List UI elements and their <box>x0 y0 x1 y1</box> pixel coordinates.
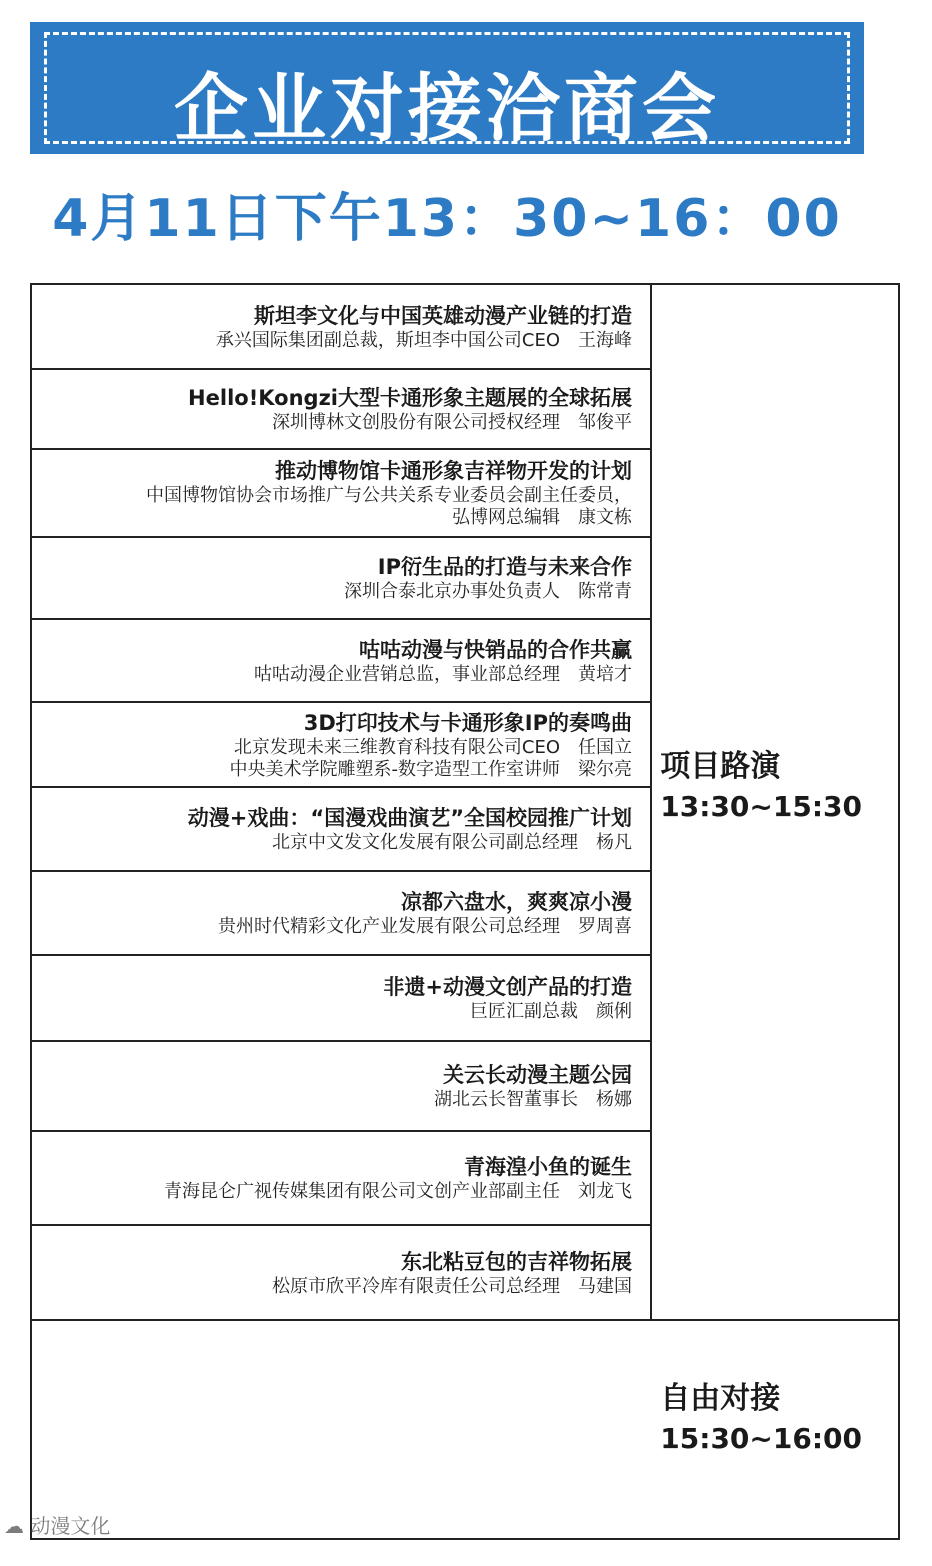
talk-title: 斯坦李文化与中国英雄动漫产业链的打造 <box>254 303 632 328</box>
talk-speaker: 承兴国际集团副总裁，斯坦李中国公司CEO 王海峰 <box>215 329 632 351</box>
talk-row <box>32 450 650 538</box>
talk-title: Hello!Kongzi大型卡通形象主题展的全球拓展 <box>188 386 632 410</box>
talk-title: 非遗+动漫文创产品的打造 <box>383 975 632 999</box>
talk-row <box>32 285 650 370</box>
watermark-logo-icon: ☁ <box>4 1514 24 1538</box>
roadshow-time: 13:30~15:30 <box>660 790 862 823</box>
talk-title: 3D打印技术与卡通形象IP的奏鸣曲 <box>303 710 632 735</box>
talk-row <box>32 1226 650 1319</box>
event-time: 4月11日下午13：30~16：00 <box>52 189 842 249</box>
schedule-table <box>30 283 900 1540</box>
watermark-text: 动漫文化 <box>30 1514 111 1538</box>
talk-row <box>32 703 650 788</box>
talk-row <box>32 872 650 956</box>
talk-speaker: 中国博物馆协会市场推广与公共关系专业委员会副主任委员， 弘博网总编辑 康文栋 <box>146 485 632 528</box>
talk-speaker: 咕咕动漫企业营销总监，事业部总经理 黄培才 <box>254 663 632 685</box>
free-networking-area <box>32 1319 898 1538</box>
talk-row <box>32 956 650 1042</box>
talk-title: 咕咕动漫与快销品的合作共赢 <box>359 637 632 662</box>
talk-speaker: 巨匠汇副总裁 颜俐 <box>470 1001 632 1022</box>
roadshow-session <box>660 747 862 827</box>
talk-title: 推动博物馆卡通形象吉祥物开发的计划 <box>275 459 632 483</box>
title-banner <box>30 22 864 154</box>
talk-row <box>32 538 650 620</box>
talk-title: 动漫+戏曲：“国漫戏曲演艺”全国校园推广计划 <box>187 806 632 830</box>
talk-speaker: 深圳合泰北京办事处负责人 陈常青 <box>344 581 632 602</box>
talk-row <box>32 1132 650 1226</box>
talk-speaker: 松原市欣平冷库有限责任公司总经理 马建国 <box>272 1275 632 1297</box>
talk-title: IP衍生品的打造与未来合作 <box>377 555 632 579</box>
free-session-time: 15:30~16:00 <box>660 1422 862 1455</box>
talk-speaker: 湖北云长智董事长 杨娜 <box>434 1089 632 1110</box>
roadshow-label: 项目路演 <box>660 749 781 784</box>
talk-row <box>32 620 650 703</box>
talk-row <box>32 788 650 872</box>
talk-list <box>32 285 652 1319</box>
free-session <box>660 1379 862 1459</box>
talk-speaker: 贵州时代精彩文化产业发展有限公司总经理 罗周喜 <box>218 916 632 937</box>
talk-speaker: 深圳博林文创股份有限公司授权经理 邹俊平 <box>272 412 632 433</box>
free-session-label: 自由对接 <box>660 1381 781 1416</box>
talk-title: 东北粘豆包的吉祥物拓展 <box>401 1249 632 1274</box>
talk-row <box>32 1042 650 1132</box>
watermark <box>4 1510 110 1539</box>
page-title: 企业对接洽商会 <box>174 66 720 152</box>
talk-speaker: 北京发现未来三维教育科技有限公司CEO 任国立 中央美术学院雕塑系-数字造型工作室讲师 梁尔亮 <box>229 736 632 780</box>
talk-title: 青海湟小鱼的诞生 <box>464 1155 632 1179</box>
talk-title: 凉都六盘水，爽爽凉小漫 <box>401 890 632 914</box>
talk-row <box>32 370 650 450</box>
talk-speaker: 青海昆仑广视传媒集团有限公司文创产业部副主任 刘龙飞 <box>164 1181 632 1202</box>
talk-speaker: 北京中文发文化发展有限公司副总经理 杨凡 <box>272 832 632 853</box>
talk-title: 关云长动漫主题公园 <box>443 1063 632 1087</box>
